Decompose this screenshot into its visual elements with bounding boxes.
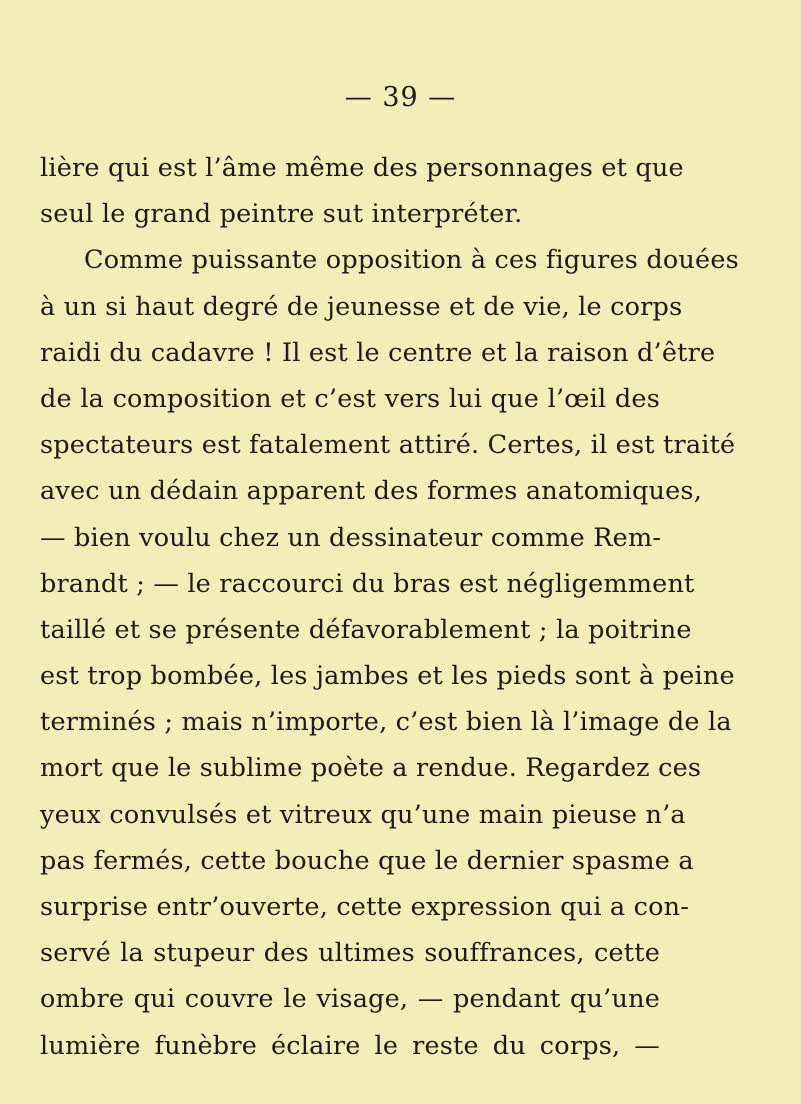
text-line: de la composition et c’est vers lui que l’œil des bbox=[40, 383, 660, 414]
text-line: brandt ; — le raccourci du bras est négligemment bbox=[40, 568, 695, 599]
text-line: ombre qui couvre le visage, — pendant qu’une bbox=[40, 984, 660, 1015]
text-line: taillé et se présente défavorablement ; la poitrine bbox=[40, 614, 692, 645]
text-line: seul le grand peintre sut interpréter. bbox=[40, 199, 523, 230]
text-line: raidi du cadavre ! Il est le centre et la raison d’être bbox=[40, 337, 716, 368]
text-line: Comme puissante opposition à ces figures douées bbox=[84, 245, 739, 276]
text-line: — bien voulu chez un dessinateur comme Rem- bbox=[40, 522, 662, 553]
text-line: à un si haut degré de jeunesse et de vie, le corps bbox=[40, 291, 683, 322]
body-text bbox=[40, 145, 739, 1069]
text-line: mort que le sublime poète a rendue. Regardez ces bbox=[40, 753, 702, 784]
text-line: lière qui est l’âme même des personnages et que bbox=[40, 153, 684, 183]
text-line: pas fermés, cette bouche que le dernier spasme a bbox=[40, 845, 694, 876]
text-line: surprise entr’ouverte, cette expression qui a con- bbox=[40, 892, 690, 922]
text-line: spectateurs est fatalement attiré. Certes, il est traité bbox=[40, 430, 736, 461]
text-line: terminés ; mais n’importe, c’est bien là l’image de la bbox=[40, 707, 732, 738]
text-line: yeux convulsés et vitreux qu’une main pieuse n’a bbox=[40, 799, 686, 830]
text-line: avec un dédain apparent des formes anatomiques, bbox=[40, 476, 703, 507]
text-line: lumière funèbre éclaire le reste du corps, — bbox=[40, 1030, 660, 1061]
text-line: servé la stupeur des ultimes souffrances, cette bbox=[40, 938, 660, 969]
text-line: est trop bombée, les jambes et les pieds sont à peine bbox=[40, 661, 735, 692]
page-number: — 39 — bbox=[344, 82, 457, 113]
